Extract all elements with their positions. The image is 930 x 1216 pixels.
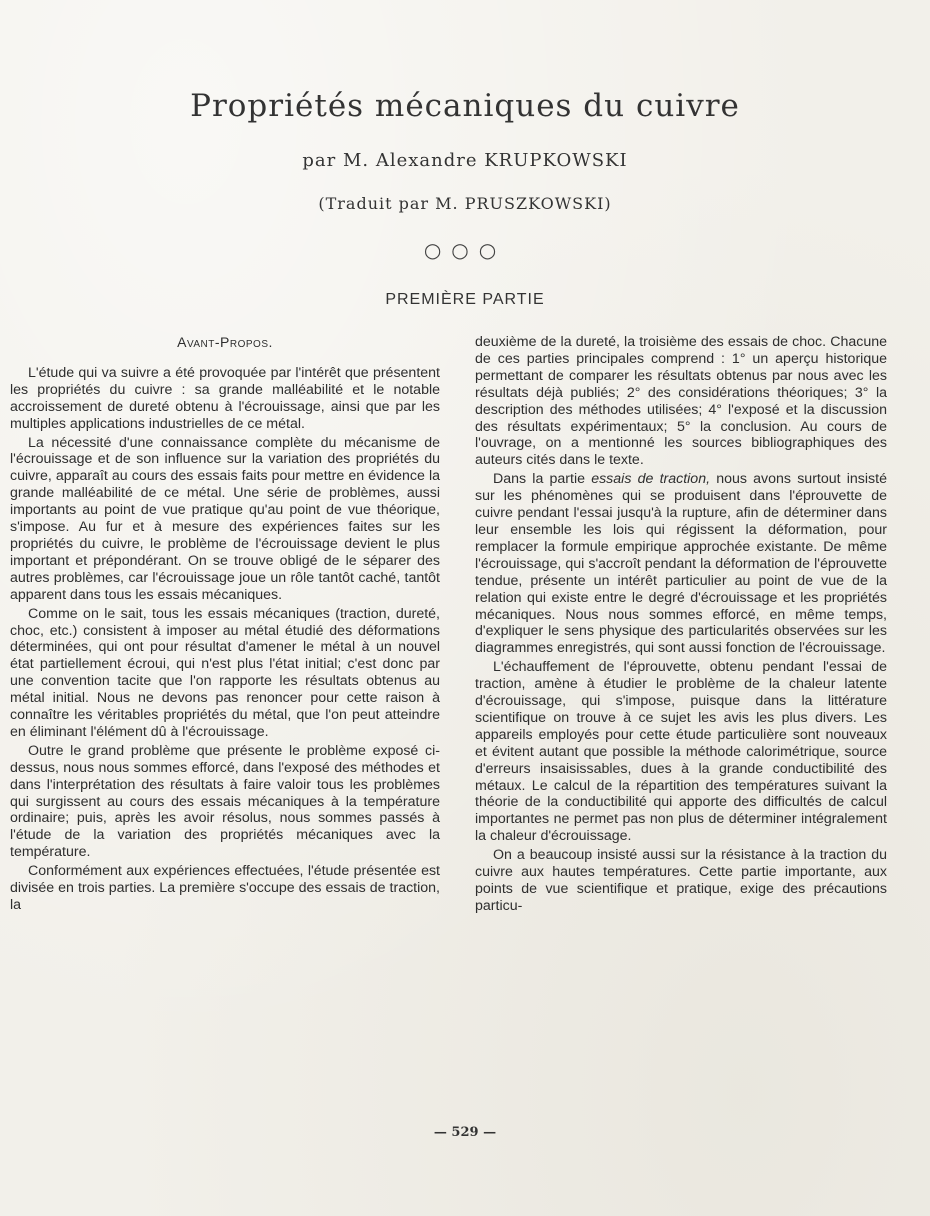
paragraph: deuxième de la dureté, la troisième des essais de choc. Chacune de ces parties principales comprend : 1° un aperçu historique permettant de comparer les résultats obtenus par nous avec les résultats déjà publiés; 2° des considérations théoriques; 3° la description des méthodes utilisées; 4° l'exposé et la discussion des résultats expérimentaux; 5° la conclusion. Au cours de l'ouvrage, on a mentionné les sources bibliographiques des auteurs cités dans le texte. [475, 334, 887, 469]
paragraph: Outre le grand problème que présente le problème exposé ci-dessus, nous nous sommes efforcé, dans l'exposé des méthodes et dans l'interprétation des résultats à faire valoir tous les problèmes qui surgissent au cours des essais mécaniques à la température ordinaire; puis, après les avoir résolus, nous sommes passés à l'étude de la variation des propriétés mécaniques avec la température. [10, 742, 440, 861]
part-heading: PREMIÈRE PARTIE [385, 291, 545, 308]
right-column [475, 334, 887, 917]
paragraph-lead: Dans la partie [493, 471, 592, 488]
ornament-circles: ○○○ [423, 238, 507, 262]
paragraph: Comme on le sait, tous les essais mécaniques (traction, dureté, choc, etc.) consistent à imposer au métal étudié des déformations déterminées, qui ont pour résultat d'amener le métal à un nouvel état partiellement écroui, qui n'est plus l'état initial; c'est donc par une convention tacite que l'on rapporte les résultats obtenus au métal initial. Nous ne devons pas renoncer pour cette raison à connaître les véritables propriétés du métal, que l'on peut atteindre en éliminant l'élément dû à l'écrouissage. [10, 605, 440, 740]
section-heading: Avant-Propos. [177, 334, 273, 350]
author-byline: par M. Alexandre KRUPKOWSKI [302, 150, 628, 171]
left-column [10, 334, 440, 916]
paragraph: Conformément aux expériences effectuées, l'étude présentée est divisée en trois parties. La première s'occupe des essais de traction, la [10, 863, 440, 913]
paragraph-rest: nous avons surtout insisté sur les phénomènes qui se produisent dans l'éprouvette de cuivre pendant l'essai jusqu'à la rupture, afin de déterminer dans leur ensemble les lois qui régissent la déformation, pour remplacer la formule empirique approchée existante. De même l'écrouissage, qui s'accroît pendant la déformation de l'éprouvette tendue, présente un intérêt particulier au point de vue de la relation qui existe entre le degré d'écrouissage et les propriétés mécaniques. Nous nous sommes efforcé, en même temps, d'expliquer le sens physique des particularités observées sur les diagrammes enregistrés, qui sont aussi fonction de l'écrouissage. [475, 471, 887, 657]
translator-line: (Traduit par M. PRUSZKOWSKI) [318, 194, 612, 213]
paragraph [475, 471, 887, 657]
italic-phrase: essais de traction, [591, 471, 711, 488]
paragraph: La nécessité d'une connaissance complète du mécanisme de l'écrouissage et de son influence sur la variation des propriétés du cuivre, apparaît au cours des essais faits pour mettre en évidence la grande malléabilité de ce métal. Une série de problèmes, aussi importants au point de vue pratique qu'au point de vue théorique, s'impose. Au fur et à mesure des expériences faites sur les propriétés du cuivre, le problème de l'écrouissage devient le plus important et prépondérant. On se trouve obligé de le séparer des autres problèmes, car l'écrouissage joue un rôle tantôt caché, tantôt apparent dans tous les essais mécaniques. [10, 434, 440, 603]
paragraph: L'étude qui va suivre a été provoquée par l'intérêt que présentent les propriétés du cuivre : sa grande malléabilité et le notable accroissement de dureté obtenu à l'écrouissage, ainsi que par les multiples applications industrielles de ce métal. [10, 364, 440, 432]
paragraph: On a beaucoup insisté aussi sur la résistance à la traction du cuivre aux hautes températures. Cette partie importante, aux points de vue scientifique et pratique, exige des précautions particu- [475, 847, 887, 914]
article-title: Propriétés mécaniques du cuivre [190, 88, 740, 124]
page-number: — 529 — [433, 1125, 497, 1140]
paragraph: L'échauffement de l'éprouvette, obtenu pendant l'essai de traction, amène à étudier le problème de la chaleur latente d'écrouissage, qui s'impose, puisque dans la littérature scientifique on trouve à ce sujet les avis les plus divers. Les appareils employés pour cette étude particulière sont nouveaux et évitent autant que possible la méthode calorimétrique, source d'erreurs insaisissables, dues à la grande conductibilité des métaux. Le calcul de la répartition des températures suivant la théorie de la conductibilité qui apporte des difficultés de calcul importantes ne permet pas non plus de déterminer intégralement la chaleur d'écrouissage. [475, 659, 887, 845]
